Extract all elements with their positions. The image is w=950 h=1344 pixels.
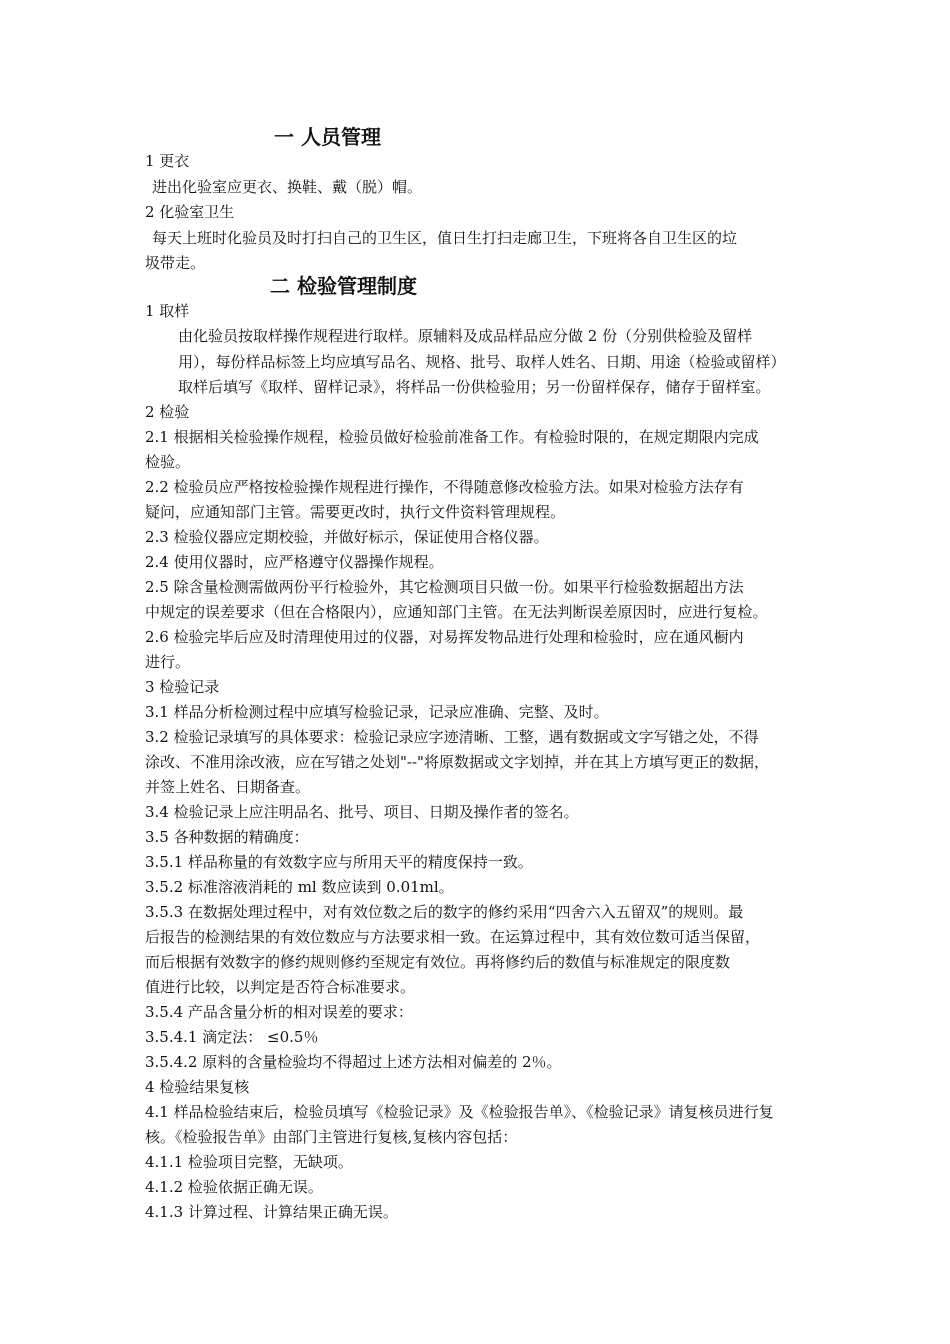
paragraph-line: 3.5.1 样品称量的有效数字应与所用天平的精度保持一致。 — [145, 853, 533, 871]
paragraph-line: 4.1.3 计算过程、计算结果正确无误。 — [145, 1203, 398, 1221]
paragraph-line: 4.1 样品检验结束后，检验员填写《检验记录》及《检验报告单》、《检验记录》请复核员进行复 — [145, 1103, 774, 1121]
paragraph-line: 疑问，应通知部门主管。需要更改时，执行文件资料管理规程。 — [145, 503, 566, 521]
paragraph-line: 2.1 根据相关检验操作规程，检验员做好检验前准备工作。有检验时限的，在规定期限内完成 — [145, 428, 759, 446]
paragraph-line: 3.4 检验记录上应注明品名、批号、项目、日期及操作者的签名。 — [145, 803, 579, 821]
paragraph-line: 值进行比较，以判定是否符合标准要求。 — [145, 978, 416, 996]
paragraph-line: 3.5.4.1 滴定法： ≤0.5％ — [145, 1028, 319, 1046]
paragraph-line: 2.5 除含量检测需做两份平行检验外，其它检测项目只做一份。如果平行检验数据超出方法 — [145, 578, 744, 596]
paragraph-line: 进行。 — [145, 653, 191, 671]
subsection-title: 1 取样 — [145, 302, 190, 320]
subsection-title: 2 检验 — [145, 403, 190, 421]
paragraph-line: 3.5.3 在数据处理过程中，对有效位数之后的数字的修约采用“四舍六入五留双”的规则。最 — [145, 903, 744, 921]
paragraph-line: 涂改、不准用涂改液，应在写错之处划"--"将原数据或文字划掉，并在其上方填写更正的数据， — [145, 753, 769, 771]
paragraph-line: 4.1.1 检验项目完整，无缺项。 — [145, 1153, 353, 1171]
paragraph-line: 核。《检验报告单》由部门主管进行复核,复核内容包括： — [145, 1128, 518, 1146]
paragraph-line: 检验。 — [145, 453, 191, 471]
paragraph-line: 3.5.4.2 原料的含量检验均不得超过上述方法相对偏差的 2％。 — [145, 1053, 562, 1071]
subsection-title: 3 检验记录 — [145, 678, 220, 696]
paragraph-line: 3.2 检验记录填写的具体要求：检验记录应字迹清晰、工整，遇有数据或文字写错之处，不得 — [145, 728, 759, 746]
paragraph-line: 由化验员按取样操作规程进行取样。原辅料及成品样品应分做 2 份（分别供检验及留样 — [178, 327, 753, 345]
paragraph-line: 2.3 检验仪器应定期校验，并做好标示，保证使用合格仪器。 — [145, 528, 549, 546]
paragraph-line: 3.5.4 产品含量分析的相对误差的要求： — [145, 1003, 413, 1021]
section-heading-personnel: 一 人员管理 — [274, 125, 381, 149]
paragraph-line: 每天上班时化验员及时打扫自己的卫生区，值日生打扫走廊卫生，下班将各自卫生区的垃 — [152, 229, 738, 247]
paragraph-line: 4.1.2 检验依据正确无误。 — [145, 1178, 323, 1196]
section-heading-inspection: 二 检验管理制度 — [270, 274, 417, 298]
paragraph-line: 3.5 各种数据的精确度： — [145, 828, 309, 846]
subsection-title: 1 更衣 — [145, 152, 190, 170]
paragraph-line: 2.6 检验完毕后应及时清理使用过的仪器，对易挥发物品进行处理和检验时，应在通风橱内 — [145, 628, 744, 646]
subsection-title: 4 检验结果复核 — [145, 1078, 250, 1096]
paragraph-line: 后报告的检测结果的有效位数应与方法要求相一致。在运算过程中，其有效位数可适当保留， — [145, 928, 761, 946]
paragraph-line: 3.5.2 标准溶液消耗的 ml 数应读到 0.01ml。 — [145, 878, 454, 896]
paragraph-line: 2.4 使用仪器时，应严格遵守仪器操作规程。 — [145, 553, 444, 571]
paragraph-line: 进出化验室应更衣、换鞋、戴（脱）帽。 — [152, 178, 423, 196]
paragraph-line: 中规定的误差要求（但在合格限内），应通知部门主管。在无法判断误差原因时，应进行复检。 — [145, 603, 768, 621]
paragraph-line: 而后根据有效数字的修约规则修约至规定有效位。再将修约后的数值与标准规定的限度数 — [145, 953, 731, 971]
paragraph-line: 用），每份样品标签上均应填写品名、规格、批号、取样人姓名、日期、用途（检验或留样） — [178, 353, 786, 371]
paragraph-line: 并签上姓名、日期备查。 — [145, 778, 311, 796]
paragraph-line: 圾带走。 — [145, 254, 206, 272]
paragraph-line: 取样后填写《取样、留样记录》，将样品一份供检验用；另一份留样保存，储存于留样室。 — [178, 378, 771, 396]
subsection-title: 2 化验室卫生 — [145, 203, 235, 221]
paragraph-line: 3.1 样品分析检测过程中应填写检验记录，记录应准确、完整、及时。 — [145, 703, 609, 721]
paragraph-line: 2.2 检验员应严格按检验操作规程进行操作，不得随意修改检验方法。如果对检验方法存有 — [145, 478, 744, 496]
